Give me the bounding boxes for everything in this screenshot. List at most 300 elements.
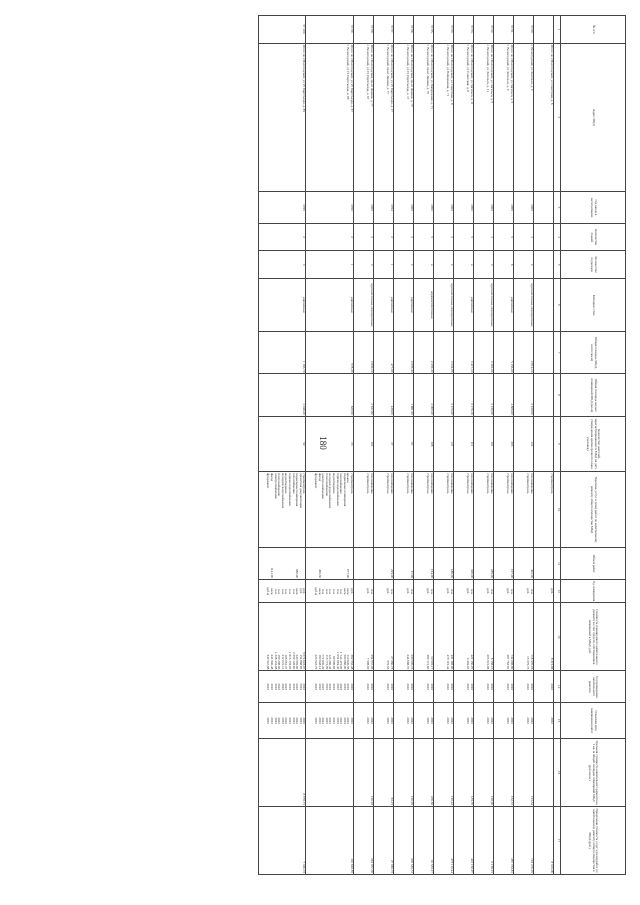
finish-date-cell-value: 2023 — [342, 717, 347, 724]
wall-material-cell: кирпичные — [306, 278, 354, 331]
finish-date-cell — [514, 703, 534, 739]
residents-cell: 52 — [258, 416, 306, 471]
total-area-cell: 3 417,10 — [454, 331, 474, 373]
finish-date-cell-value: 2022 — [506, 717, 511, 724]
floors-cell: 2 — [258, 223, 306, 251]
repair-year-cell — [534, 671, 554, 703]
works-cell-value: стройконтроль — [406, 472, 411, 494]
entrances-cell: 4 — [414, 251, 434, 279]
unit-cell-value: куб.м — [314, 587, 319, 596]
cost-cell-value: 5 974 623,07 — [302, 651, 307, 670]
wall-material-cell: кирпичные — [454, 278, 474, 331]
works-cell — [494, 471, 514, 547]
address-cell: Итого по г.Вологодский, ул 19 Партсъезда, д. 17 г. Вологодский, пр-кт Ленина, д. 77 — [374, 43, 394, 191]
works-cell-value: подвальные помещения — [342, 472, 347, 507]
total-area-cell: 477,90 — [374, 331, 394, 373]
repair-year-cell-value: 2022 — [470, 683, 474, 690]
works-cell-value: водоотведение — [284, 472, 289, 494]
repair-year-cell-value: 2023 — [328, 683, 333, 690]
cost-cell — [414, 603, 434, 671]
floors-cell: 5 — [414, 223, 434, 251]
cost-cell-value: 115 772,99 — [324, 654, 329, 670]
table-row — [494, 16, 514, 875]
finish-date-cell-value: 2023 — [302, 717, 307, 724]
living-area-cell: 4 806,60 — [494, 374, 514, 416]
unit-cell-value: п.м — [430, 588, 434, 594]
finish-date-cell-value: 2022 — [450, 717, 454, 724]
volume-cell-value — [549, 549, 553, 578]
column-number: 7 — [554, 331, 561, 373]
entrances-cell: 1 — [306, 251, 354, 279]
unit-cell-value: руб. — [446, 588, 451, 595]
volume-cell — [394, 548, 414, 580]
finish-date-cell-value: 2023 — [314, 717, 319, 724]
volume-cell-value — [369, 549, 373, 578]
repair-year-cell-value: 2022 — [370, 683, 374, 690]
finish-date-cell-value: 2022 — [426, 717, 431, 724]
repair-year-cell-value: 2023 — [277, 683, 282, 690]
repair-year-cell-value: 2022 — [526, 683, 531, 690]
limit-cost-cell: 354 957,39 — [354, 807, 374, 875]
residents-cell: 101 — [474, 416, 494, 471]
repair-year-cell-value: 2022 — [366, 683, 371, 690]
finish-date-cell-value: 2022 — [370, 717, 374, 724]
entrances-cell: 4 — [434, 251, 454, 279]
total-area-cell — [534, 331, 554, 373]
wall-material-cell: кирпичные — [258, 278, 306, 331]
volume-cell-value: 197,00 — [510, 569, 514, 579]
address-cell: Итого по г.Вологодский, ул Энгельса, д. 9 г. Вологодский, ул Энгельса, д. 11 — [474, 43, 494, 191]
repair-year-cell — [494, 671, 514, 703]
living-area-cell: 1 048,20 — [258, 374, 306, 416]
column-header: Общая площадь МКД, всего (кв.м) — [561, 331, 626, 373]
works-cell — [534, 471, 554, 547]
unit-cost-cell: 236,50 — [414, 739, 434, 807]
repair-year-cell-value: 2022 — [350, 683, 354, 690]
column-header: Материал стен — [561, 278, 626, 331]
row-number: 57.94. — [434, 16, 454, 44]
cost-cell-value: 354 957,39 — [370, 654, 374, 670]
entrances-cell: 3 — [474, 251, 494, 279]
volume-cell-value: 164,00 — [430, 569, 434, 579]
works-cell-value: газоснабжение — [450, 472, 454, 494]
cost-cell-value: 479 119,44 — [446, 654, 451, 670]
works-cell-value: электроснабжение — [273, 472, 278, 499]
repair-year-cell-value: 2023 — [284, 683, 289, 690]
works-cell-value: стройконтроль — [386, 472, 391, 494]
entrances-cell: 3 — [354, 251, 374, 279]
repair-year-cell-value: 2023 — [335, 683, 340, 690]
repair-year-cell-value: 2022 — [530, 683, 534, 690]
residents-cell: 147 — [434, 416, 454, 471]
unit-cost-cell: 152,72 — [494, 739, 514, 807]
column-header: Количество подъездов — [561, 251, 626, 279]
column-header: Год ввода в эксплуатацию — [561, 192, 626, 224]
address-cell: Итого по г.Вологодский, ул Советская, д. 8 г. Вологодский, ул Набережная, д. 71 — [434, 43, 454, 191]
repair-year-cell-value: 2022 — [550, 683, 554, 690]
limit-cost-cell: 718 470,16 — [514, 807, 534, 875]
floors-cell: 5 — [434, 223, 454, 251]
finish-date-cell-value: 2023 — [324, 717, 329, 724]
living-area-cell: 2 126,50 — [474, 374, 494, 416]
unit-cell — [414, 580, 434, 603]
address-cell: Итого по г.Вологодский, пр-кт Ленина, д. 79 г. Вологодский, ул 19 Партсъезда, д. 17 — [394, 43, 414, 191]
works-cell-value: стройконтроль — [426, 472, 431, 494]
row-number — [534, 16, 554, 44]
column-number: 4 — [554, 223, 561, 251]
row-number: 57.93. — [454, 16, 474, 44]
wall-material-cell: крупноблочные облицовочные — [474, 278, 494, 331]
repair-year-cell-value: 2023 — [302, 683, 307, 690]
volume-cell-value — [287, 549, 291, 578]
table-row — [434, 16, 454, 875]
works-cell — [514, 471, 534, 547]
repair-plan-table — [258, 15, 626, 875]
volume-cell-value — [339, 549, 343, 578]
column-number: 16 — [554, 739, 561, 807]
unit-cell-value: п.м — [328, 588, 333, 594]
finish-date-cell-value: 2023 — [332, 717, 337, 724]
unit-cell-value: руб. — [466, 588, 471, 595]
column-number: 2 — [554, 43, 561, 191]
repair-year-cell-value: 2022 — [510, 683, 514, 690]
cost-cell-value: 734 098,89 — [510, 654, 514, 670]
repair-year-cell — [394, 671, 414, 703]
cost-cell-value: 489 172,60 — [426, 654, 431, 670]
finish-date-cell-value: 2022 — [406, 717, 411, 724]
cost-cell-value: 1 742 475,09 — [339, 651, 344, 670]
row-number: 57.98. — [354, 16, 374, 44]
row-number: 57.100. — [258, 16, 306, 44]
finish-date-cell-value: 2023 — [317, 717, 322, 724]
table-row — [514, 16, 534, 875]
wall-material-cell — [534, 278, 554, 331]
unit-cell-value: руб. — [486, 588, 491, 595]
column-number: 12 — [554, 580, 561, 603]
column-header: Ед. измерения — [561, 580, 626, 603]
finish-date-cell-value: 2023 — [280, 717, 285, 724]
works-cell-value: газоснабжение — [410, 472, 414, 494]
volume-cell-value — [324, 549, 328, 578]
cost-cell-value: 225 923,79 — [314, 654, 319, 670]
cost-cell-value: 123 396,42 — [328, 654, 333, 670]
column-header: Общая площадь жилых помещений МКД (кв.м) — [561, 374, 626, 416]
finish-date-cell-value: 2023 — [277, 717, 282, 724]
floors-cell: 2 — [306, 223, 354, 251]
works-cell — [374, 471, 394, 547]
cost-cell — [474, 603, 494, 671]
floors-cell: 5 — [394, 223, 414, 251]
build-year-cell: 1955 — [258, 192, 306, 224]
column-header: Предельная стоимость услуг и (или) работ по капитальному ремонту общего имущества в МКД (руб.) — [561, 807, 626, 875]
volume-cell — [474, 548, 494, 580]
cost-cell-value: 239 539,72 — [410, 654, 414, 670]
finish-date-cell-value: 2022 — [526, 717, 531, 724]
total-area-cell: 3 534,90 — [434, 331, 454, 373]
living-area-cell: 3 176,10 — [454, 374, 474, 416]
cost-cell-value: 2 350 128,60 — [291, 651, 296, 670]
total-area-cell: 5 153,00 — [494, 331, 514, 373]
works-cell-value: газоснабжение — [291, 472, 296, 494]
volume-cell-value: 1141,90 — [270, 567, 275, 579]
works-cell-value: газоснабжение — [339, 472, 344, 494]
unit-cell-value: п.м — [277, 588, 282, 594]
works-cell — [414, 471, 434, 547]
residents-cell: 102 — [354, 416, 374, 471]
unit-cell-value: п.м — [291, 588, 296, 594]
unit-cell-value: кв.м — [317, 588, 322, 595]
wall-material-cell: керамзитобетонные — [414, 278, 434, 331]
cost-cell-value: 110 849,55 — [346, 654, 351, 670]
row-number: 57.99. — [306, 16, 354, 44]
unit-cost-cell — [306, 739, 354, 807]
repair-year-cell-value: 2023 — [321, 683, 326, 690]
cost-cell-value: 10 535,17 — [430, 656, 434, 670]
total-area-cell: 2 839,10 — [354, 331, 374, 373]
row-number: 57.97. — [374, 16, 394, 44]
unit-cell-value: п.м — [470, 588, 474, 594]
volume-cell-value — [335, 549, 339, 578]
cost-cell-value: 1 328 434,08 — [273, 651, 278, 670]
volume-cell-value — [331, 549, 335, 578]
works-cell-value: крыша — [346, 472, 351, 483]
living-area-cell: 438,00 — [374, 374, 394, 416]
volume-cell — [514, 548, 534, 580]
entrances-cell: 4 — [514, 251, 534, 279]
works-cell — [394, 471, 414, 547]
volume-cell-value: 27,00 — [410, 570, 414, 579]
living-area-cell — [534, 374, 554, 416]
column-number-row — [554, 16, 561, 875]
repair-year-cell — [414, 671, 434, 703]
floors-cell: 5 — [454, 223, 474, 251]
works-cell — [474, 471, 494, 547]
volume-cell — [534, 548, 554, 580]
finish-date-cell-value: 2022 — [446, 717, 451, 724]
cost-cell-value: 349 547,88 — [266, 654, 271, 670]
address-cell: Итого по г.Вологодский, ул Энгельса, д. 11 г. Вологодский, ул Советская, д. 8 — [454, 43, 474, 191]
unit-cost-cell: 130,05 — [394, 739, 414, 807]
volume-cell-value: 289,00 — [490, 569, 494, 579]
table-header-row — [561, 16, 626, 875]
page-number: 180 — [317, 436, 328, 450]
works-cell-value: горячее водоснабжение — [288, 472, 293, 506]
works-cell-value: стройконтроль — [486, 472, 491, 494]
row-number: 57.95. — [414, 16, 434, 44]
residents-cell: 112 — [454, 416, 474, 471]
column-header: Стоимость планируемого капитального ремонта за счет средств собственников помещений в МКД, руб. — [561, 603, 626, 671]
cost-cell-value: 579,53 — [386, 660, 391, 670]
residents-cell: 108 — [414, 416, 434, 471]
finish-date-cell-value: 2023 — [266, 717, 271, 724]
entrances-cell: 2 — [394, 251, 414, 279]
unit-cell-value: руб. — [426, 588, 431, 595]
total-area-cell: 978,20 — [306, 331, 354, 373]
column-header: Удельная стоимость капитального ремонта на 1 кв. м общей площади помещений МКД (руб./кв.м.) — [561, 739, 626, 807]
repair-year-cell-value: 2022 — [426, 683, 431, 690]
volume-cell — [374, 548, 394, 580]
works-cell-value: газоснабжение — [510, 472, 514, 494]
unit-cell-value: п.м — [332, 588, 337, 594]
works-cell-value: газоснабжение — [390, 472, 394, 494]
cost-cell-value: 6 158,15 — [490, 657, 494, 670]
residents-cell — [534, 416, 554, 471]
cost-cell-value: 8 315,06 — [550, 657, 554, 670]
limit-cost-cell: 239 539,72 — [394, 807, 414, 875]
unit-cell — [374, 580, 394, 603]
cost-cell-value: 69 089,83 — [332, 656, 337, 670]
repair-year-cell-value: 2023 — [291, 683, 296, 690]
column-number: 11 — [554, 548, 561, 580]
finish-date-cell-value: 2022 — [550, 717, 554, 724]
unit-cell-value: п.м — [280, 588, 285, 594]
column-number: 6 — [554, 278, 561, 331]
works-cell-value: стройконтроль — [366, 472, 371, 494]
repair-year-cell-value: 2023 — [273, 683, 278, 690]
column-header: Перечень услуг и (или) работ по капитальному ремонту общего имущества МКД — [561, 471, 626, 547]
finish-date-cell-value: 2022 — [470, 717, 474, 724]
works-cell-value: горячее водоснабжение — [335, 472, 340, 506]
works-cell-value: стройконтроль — [526, 472, 531, 494]
works-cell-value: газоснабжение — [470, 472, 474, 494]
volume-cell — [354, 548, 374, 580]
build-year-cell — [534, 192, 554, 224]
repair-year-cell-value: 2022 — [406, 683, 411, 690]
works-cell-value: стройконтроль — [350, 472, 354, 494]
column-number: 14 — [554, 671, 561, 703]
cost-cell-value: 241 840,48 — [270, 654, 275, 670]
finish-date-cell — [374, 703, 394, 739]
unit-cell — [474, 580, 494, 603]
unit-cell-value: п.м — [410, 588, 414, 594]
works-cell-value: теплоснабжение — [277, 472, 282, 496]
finish-date-cell-value: 2023 — [321, 717, 326, 724]
volume-cell-value: 328,00 — [470, 569, 474, 579]
unit-cost-cell: 151,34 — [514, 739, 534, 807]
finish-date-cell-value: 2022 — [390, 717, 394, 724]
column-header: Плановая дата завершения работ — [561, 703, 626, 739]
living-area-cell: 2 618,00 — [514, 374, 534, 416]
unit-cell-value: кв.м — [342, 588, 347, 595]
unit-cell-value: п.м — [324, 588, 329, 594]
unit-cell-value: руб. — [366, 588, 371, 595]
wall-material-cell: крупноблочные облицовочные — [354, 278, 374, 331]
wall-material-cell: кирпичные — [494, 278, 514, 331]
unit-cell-value: п.м — [339, 588, 344, 594]
finish-date-cell — [454, 703, 474, 739]
repair-year-cell-value: 2023 — [314, 683, 319, 690]
unit-cost-cell: 135,76 — [454, 739, 474, 807]
column-number: 15 — [554, 703, 561, 739]
entrances-cell — [534, 251, 554, 279]
volume-cell — [306, 548, 354, 580]
unit-cell-value: п.м — [321, 588, 326, 594]
unit-cell-value: п.м — [390, 588, 394, 594]
repair-year-cell-value: 2023 — [332, 683, 337, 690]
repair-year-cell — [306, 671, 354, 703]
cost-cell-value: 27 060,73 — [390, 656, 394, 670]
build-year-cell: 1965 — [494, 192, 514, 224]
living-area-cell: 1 881,50 — [394, 374, 414, 416]
repair-year-cell-value: 2023 — [317, 683, 322, 690]
build-year-cell: 1965 — [354, 192, 374, 224]
unit-cell-value: п.м — [273, 588, 278, 594]
works-cell-value: стройконтроль — [506, 472, 511, 494]
floors-cell: 2 — [374, 223, 394, 251]
works-cell-value: электроснабжение — [321, 472, 326, 499]
unit-cell-value: кв.м — [346, 588, 351, 595]
build-year-cell: 1963 — [414, 192, 434, 224]
address-cell: Итого по г.Вологодский, пр-кт Ленина, д. 77 г. Вологодский, ул 19 Партсъезда, д. 67 — [354, 43, 374, 191]
build-year-cell: 1963 — [434, 192, 454, 224]
finish-date-cell-value: 2023 — [291, 717, 296, 724]
unit-cost-cell: 149,22 — [434, 739, 454, 807]
volume-cell-value: 245,00 — [390, 569, 394, 579]
works-cell-value: стройконтроль — [550, 472, 554, 494]
repair-year-cell-value: 2022 — [430, 683, 434, 690]
build-year-cell: 1965 — [514, 192, 534, 224]
entrances-cell: 6 — [494, 251, 514, 279]
volume-cell-value: 492,00 — [530, 569, 534, 579]
table-body — [258, 16, 553, 875]
cost-cell — [394, 603, 414, 671]
limit-cost-cell: 6 158,15 — [474, 807, 494, 875]
row-number: 57.96. — [394, 16, 414, 44]
finish-date-cell — [354, 703, 374, 739]
finish-date-cell-value: 2023 — [295, 717, 300, 724]
finish-date-cell — [474, 703, 494, 739]
wall-material-cell: крупноблочные облицовочные — [514, 278, 534, 331]
address-cell: г. Вологодский, ул Энгельса, д. 5 — [514, 43, 534, 191]
finish-date-cell-value: 2023 — [298, 717, 303, 724]
cost-cell — [494, 603, 514, 671]
column-header: Количество этажей — [561, 223, 626, 251]
row-number: 57.92. — [474, 16, 494, 44]
column-header: № п/п — [561, 16, 626, 44]
column-number: 9 — [554, 416, 561, 471]
limit-cost-cell: 10 535,17 — [414, 807, 434, 875]
finish-date-cell-value: 2022 — [490, 717, 494, 724]
limit-cost-cell: 7 326,73 — [258, 807, 306, 875]
table-row — [354, 16, 374, 875]
floors-cell: 5 — [354, 223, 374, 251]
repair-year-cell — [514, 671, 534, 703]
build-year-cell: 1953 — [306, 192, 354, 224]
works-cell — [258, 471, 306, 547]
unit-cell-value: руб. — [386, 588, 391, 595]
entrances-cell: 4 — [454, 251, 474, 279]
repair-year-cell-value: 2022 — [466, 683, 471, 690]
cost-cell — [454, 603, 474, 671]
cost-cell — [374, 603, 394, 671]
finish-date-cell-value: 2022 — [530, 717, 534, 724]
floors-cell: 5 — [494, 223, 514, 251]
works-cell-value: холодное водоснабжение — [280, 472, 285, 509]
floors-cell: 4 — [474, 223, 494, 251]
volume-cell-value — [284, 549, 288, 578]
cost-cell-value: 15 579,73 — [526, 656, 531, 670]
table-row — [534, 16, 554, 875]
works-cell-value: газоснабжение — [530, 472, 534, 494]
wall-material-cell: кирпичные — [374, 278, 394, 331]
table-row — [474, 16, 494, 875]
repair-year-cell-value: 2023 — [288, 683, 293, 690]
cost-cell-value: 160 648,12 — [317, 654, 322, 670]
finish-date-cell-value: 2022 — [410, 717, 414, 724]
works-cell-value: газоснабжение — [490, 472, 494, 494]
cost-cell-value: 199 208,83 — [277, 654, 282, 670]
finish-date-cell-value: 2023 — [288, 717, 293, 724]
